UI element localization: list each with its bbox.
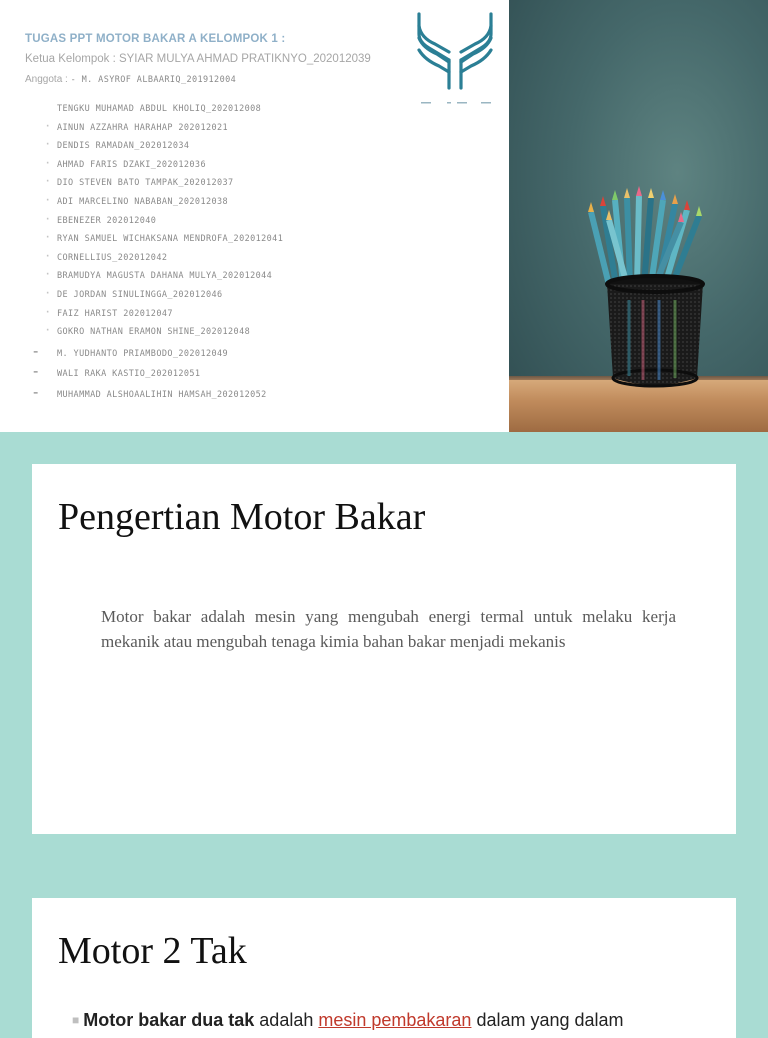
bullet-bold-term: Motor bakar dua tak: [83, 1010, 255, 1030]
member-name: M. YUDHANTO PRIAMBODO_202012049: [57, 348, 229, 359]
member-name: FAIZ HARIST 202012047: [57, 308, 173, 319]
slide-motor-2-tak: [32, 898, 736, 1038]
list-item: · ADI MARCELINO NABABAN_202012038: [45, 190, 229, 208]
list-item: · DIO STEVEN BATO TAMPAK_202012037: [45, 172, 234, 190]
slide-pengertian: [32, 464, 736, 834]
member-name: MUHAMMAD ALSHOAALIHIN HAMSAH_202012052: [57, 389, 267, 400]
list-item: · BRAMUDYA MAGUSTA DAHANA MULYA_202012044: [45, 265, 273, 283]
list-item: - MUHAMMAD ALSHOAALIHIN HAMSAH_202012052: [33, 383, 267, 401]
slide-title: Motor 2 Tak: [58, 930, 247, 972]
list-item: · AINUN AZZAHRA HARAHAP 202012021: [45, 116, 229, 134]
member-name: WALI RAKA KASTIO_202012051: [57, 369, 201, 380]
bullet-text: adalah: [254, 1010, 319, 1030]
slide-title: Pengertian Motor Bakar: [58, 496, 426, 538]
list-item: · AHMAD FARIS DZAKI_202012036: [45, 153, 206, 171]
member-list: [33, 98, 284, 403]
member-name: EBENEZER 202012040: [57, 215, 157, 226]
member-name: ADI MARCELINO NABABAN_202012038: [57, 196, 229, 207]
bullet-text-continued: dalam yang dalam: [471, 1010, 624, 1030]
open-book-logo-icon: [413, 8, 497, 108]
list-item: · GOKRO NATHAN ERAMON SHINE_202012048: [45, 321, 251, 339]
group-leader: Ketua Kelompok : SYIAR MULYA AHMAD PRATIKNYO_202012039: [25, 53, 371, 65]
member-name: BRAMUDYA MAGUSTA DAHANA MULYA_202012044: [57, 271, 273, 282]
list-item: - M. YUDHANTO PRIAMBODO_202012049: [33, 342, 229, 360]
slide-body-text: Motor bakar adalah mesin yang mengubah energi termal untuk melaku kerja mekanik atau mengubah tenaga kimia bahan bakar menjadi mekanis: [101, 607, 676, 651]
mesin-pembakaran-link[interactable]: mesin pembakaran: [318, 1010, 472, 1030]
list-item: - WALI RAKA KASTIO_202012051: [33, 363, 201, 381]
list-item: · CORNELLIUS_202012042: [45, 246, 168, 264]
member-name: DIO STEVEN BATO TAMPAK_202012037: [57, 178, 234, 189]
member-name: CORNELLIUS_202012042: [57, 252, 168, 263]
member-name: DENDIS RAMADAN_202012034: [57, 141, 190, 152]
pencil-cup-icon: [509, 0, 768, 432]
title-slide: [0, 0, 768, 432]
list-item: · EBENEZER 202012040: [45, 209, 157, 227]
assignment-title: TUGAS PPT MOTOR BAKAR A KELOMPOK 1 :: [25, 33, 286, 45]
member-name: DE JORDAN SINULINGGA_202012046: [57, 289, 223, 300]
first-member: - M. ASYROF ALBAARIQ_201912004: [70, 75, 237, 85]
list-item: · FAIZ HARIST 202012047: [45, 302, 173, 320]
member-name: AHMAD FARIS DZAKI_202012036: [57, 159, 206, 170]
bullet-icon: ■: [72, 1013, 80, 1027]
pencil-cup-photo: [509, 0, 768, 432]
list-item: · DENDIS RAMADAN_202012034: [45, 135, 190, 153]
list-item: [45, 98, 283, 117]
list-item: · DE JORDAN SINULINGGA_202012046: [45, 283, 223, 301]
list-item: · RYAN SAMUEL WICHAKSANA MENDROFA_202012041: [45, 228, 284, 246]
member-name: TENGKU MUHAMAD ABDUL KHOLIQ_202012008: [57, 104, 262, 114]
members-label: Anggota :: [25, 74, 71, 85]
bullet-item: [72, 1010, 624, 1031]
member-name: AINUN AZZAHRA HARAHAP 202012021: [57, 122, 229, 133]
member-name: RYAN SAMUEL WICHAKSANA MENDROFA_202012041: [57, 234, 284, 245]
member-name: GOKRO NATHAN ERAMON SHINE_202012048: [57, 327, 251, 338]
